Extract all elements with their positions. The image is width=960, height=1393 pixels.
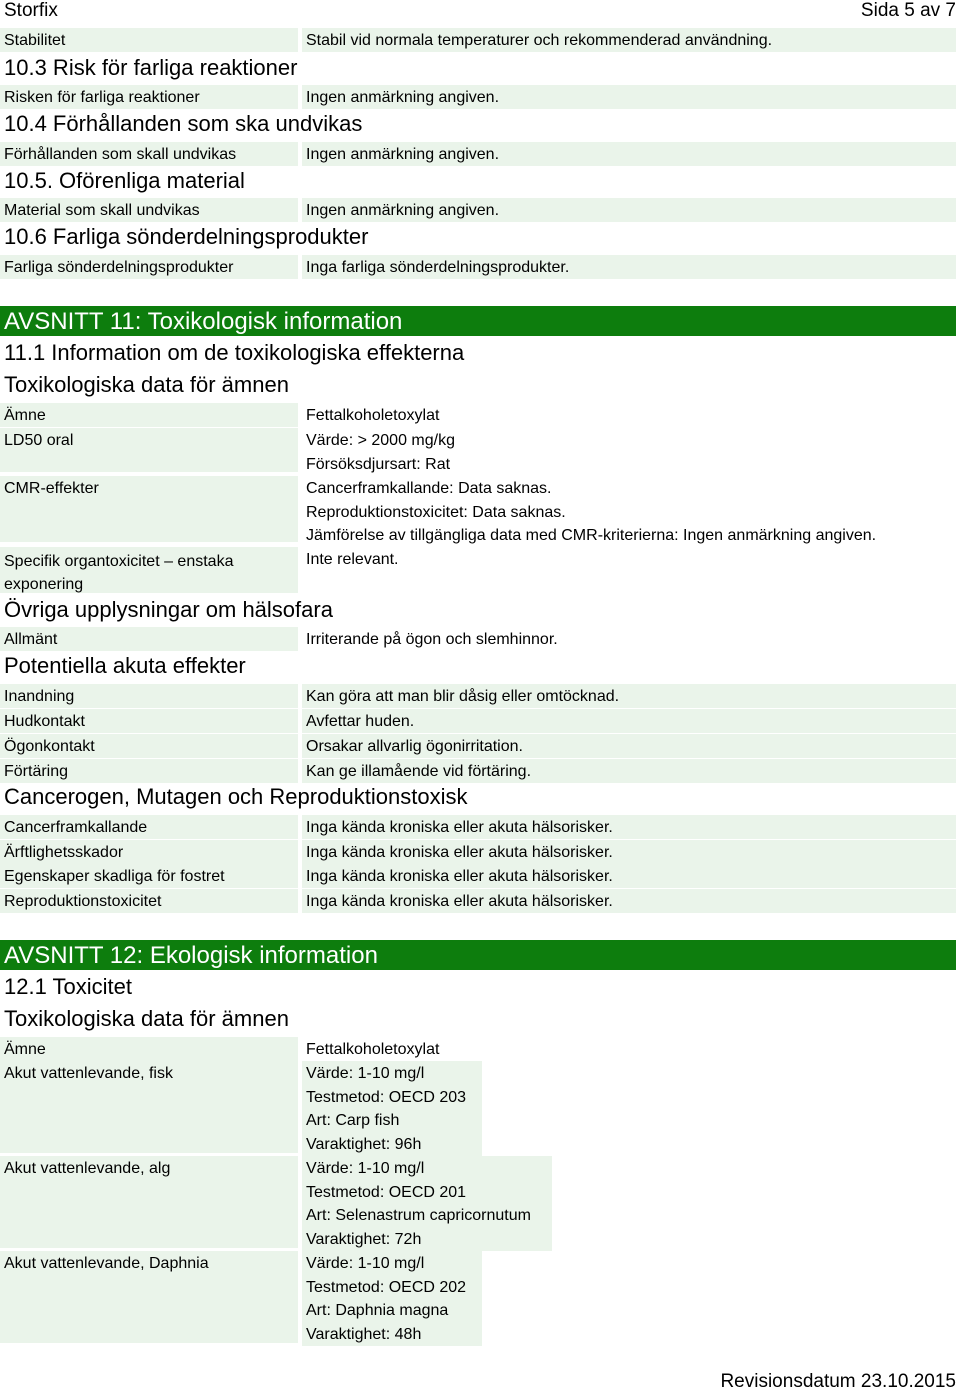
heading-10-5: 10.5. Oförenliga material: [4, 168, 245, 193]
row-value: [302, 1156, 552, 1251]
label-line: Specifik organtoxicitet – enstaka: [4, 553, 234, 570]
value-line: Försöksdjursart: Rat: [306, 455, 451, 473]
row-label: Inandning: [0, 684, 298, 708]
heading-tox-data: Toxikologiska data för ämnen: [4, 1006, 289, 1031]
row-label: Farliga sönderdelningsprodukter: [0, 255, 298, 279]
row-label: CMR-effekter: [0, 476, 298, 542]
row-value: [302, 1061, 482, 1156]
row-label: Cancerframkallande: [0, 815, 298, 839]
row-label: Ögonkontakt: [0, 734, 298, 758]
heading-ovriga: Övriga upplysningar om hälsofara: [4, 597, 333, 622]
row-label: Risken för farliga reaktioner: [0, 85, 298, 109]
row-label: Akut vattenlevande, alg: [0, 1156, 298, 1248]
heading-10-4: 10.4 Förhållanden som ska undvikas: [4, 111, 363, 136]
heading-11-1: 11.1 Information om de toxikologiska effekterna: [4, 340, 465, 365]
row-value: [302, 1251, 482, 1346]
row-label: Förhållanden som skall undvikas: [0, 142, 298, 166]
row-value: Inga farliga sönderdelningsprodukter.: [302, 255, 956, 279]
value-line: Varaktighet: 72h: [306, 1230, 422, 1248]
value-line: Testmetod: OECD 203: [306, 1088, 467, 1106]
row-value: [302, 476, 956, 546]
value-line: Värde: 1-10 mg/l: [306, 1255, 425, 1272]
heading-akuta: Potentiella akuta effekter: [4, 653, 246, 678]
row-value: Ingen anmärkning angiven.: [302, 142, 956, 166]
value-line: Jämförelse av tillgängliga data med CMR-kriterierna: Ingen anmärkning angiven.: [306, 527, 877, 544]
page-header: [0, 0, 960, 22]
value-line: Varaktighet: 48h: [306, 1325, 422, 1343]
row-value: Kan göra att man blir dåsig eller omtöcknad.: [302, 684, 956, 708]
row-label: Förtäring: [0, 759, 298, 783]
value-line: Reproduktionstoxicitet: Data saknas.: [306, 503, 566, 521]
row-value: [302, 428, 956, 475]
row-value: Avfettar huden.: [302, 709, 956, 733]
row-value: Stabil vid normala temperaturer och rekommenderad användning.: [302, 28, 956, 52]
heading-tox-data: Toxikologiska data för ämnen: [4, 372, 289, 397]
value-line: Värde: 1-10 mg/l: [306, 1065, 425, 1082]
row-value: Inga kända kroniska eller akuta hälsorisker.: [302, 889, 956, 913]
row-value: Ingen anmärkning angiven.: [302, 85, 956, 109]
section-11-banner: AVSNITT 11: Toxikologisk information: [0, 306, 956, 336]
value-line: Värde: > 2000 mg/kg: [306, 432, 455, 449]
revision-date: Revisionsdatum 23.10.2015: [720, 1371, 956, 1392]
row-label: Akut vattenlevande, Daphnia: [0, 1251, 298, 1343]
row-value: Irriterande på ögon och slemhinnor.: [306, 631, 558, 648]
value-line: Testmetod: OECD 202: [306, 1278, 467, 1296]
row-label: Ämne: [0, 403, 298, 427]
value-line: Testmetod: OECD 201: [306, 1183, 467, 1201]
row-label: Reproduktionstoxicitet: [0, 889, 298, 913]
heading-10-6: 10.6 Farliga sönderdelningsprodukter: [4, 224, 369, 249]
row-value: Fettalkoholetoxylat: [306, 407, 440, 424]
product-name: Storfix: [4, 0, 58, 21]
row-label: Ärftlighetsskador: [0, 840, 298, 864]
value-line: Värde: 1-10 mg/l: [306, 1160, 425, 1177]
value-line: Cancerframkallande: Data saknas.: [306, 480, 552, 497]
row-value: Kan ge illamående vid förtäring.: [302, 759, 956, 783]
row-value: Inte relevant.: [306, 551, 399, 568]
heading-cmr: Cancerogen, Mutagen och Reproduktionstoxisk: [4, 784, 468, 809]
value-line: Art: Carp fish: [306, 1112, 400, 1129]
value-line: Varaktighet: 96h: [306, 1135, 422, 1153]
row-label: Allmänt: [0, 627, 298, 651]
row-label: Egenskaper skadliga för fostret: [0, 864, 298, 888]
row-label: [0, 547, 298, 593]
label-line: exponering: [4, 576, 84, 593]
section-12-banner: AVSNITT 12: Ekologisk information: [0, 940, 956, 970]
page-number: Sida 5 av 7: [860, 0, 956, 21]
row-label: LD50 oral: [0, 428, 298, 472]
value-line: Art: Selenastrum capricornutum: [306, 1207, 531, 1224]
row-value: Ingen anmärkning angiven.: [302, 198, 956, 222]
heading-12-1: 12.1 Toxicitet: [4, 974, 133, 999]
row-value: Orsakar allvarlig ögonirritation.: [302, 734, 956, 758]
row-value: Inga kända kroniska eller akuta hälsorisker.: [302, 840, 956, 864]
row-label: Akut vattenlevande, fisk: [0, 1061, 298, 1153]
row-label: Material som skall undvikas: [0, 198, 298, 222]
row-value: Inga kända kroniska eller akuta hälsorisker.: [302, 864, 956, 888]
row-value: Inga kända kroniska eller akuta hälsorisker.: [302, 815, 956, 839]
row-value: Fettalkoholetoxylat: [306, 1041, 440, 1058]
row-label: Ämne: [0, 1037, 298, 1061]
row-label: Hudkontakt: [0, 709, 298, 733]
heading-10-3: 10.3 Risk för farliga reaktioner: [4, 55, 298, 80]
row-label: Stabilitet: [0, 28, 298, 52]
value-line: Art: Daphnia magna: [306, 1302, 449, 1319]
